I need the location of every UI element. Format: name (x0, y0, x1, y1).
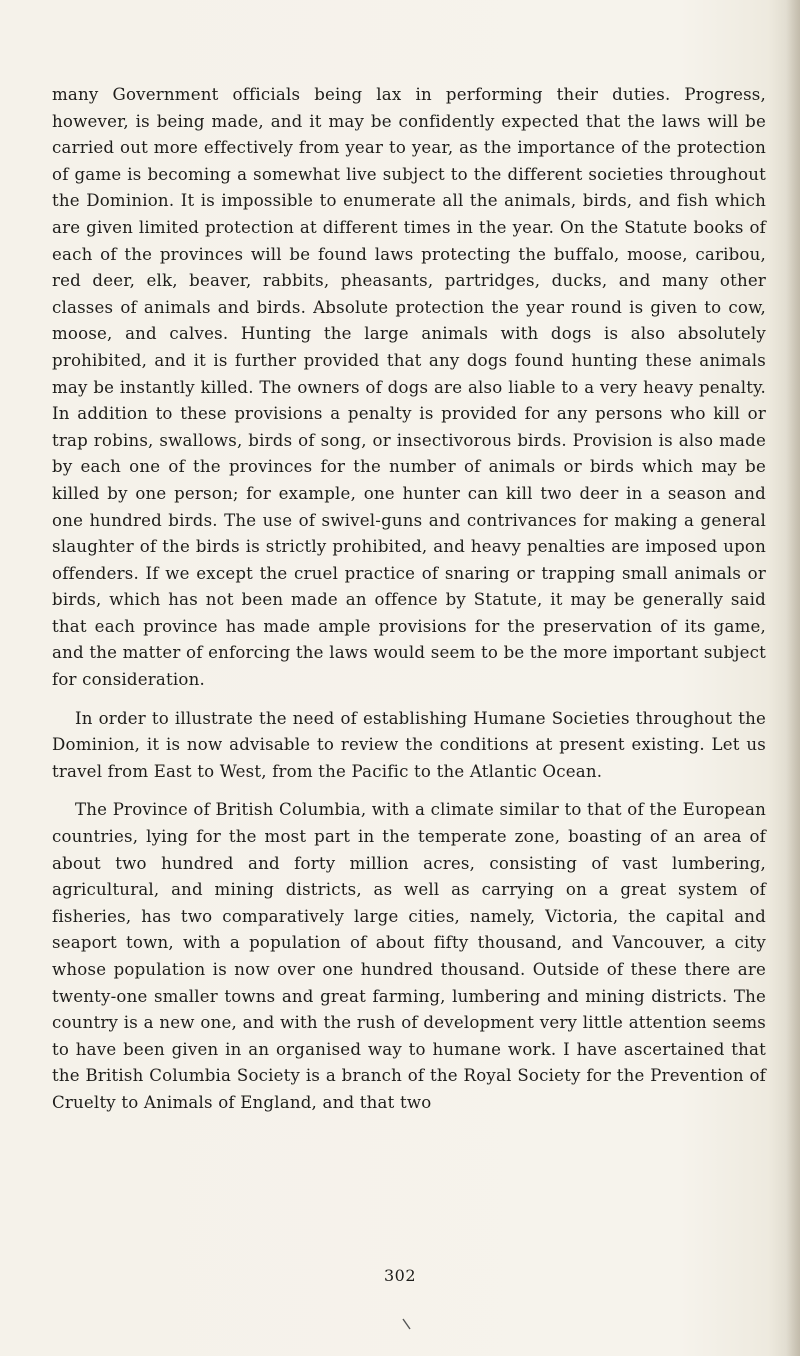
paragraph-game-protection: many Government officials being lax in performing their duties. Progress, however, is being made, and it may be confidently expected that the laws will be carried out more effectively from year to year, as the importance of the protection of game is becoming a somewhat live subject to the different societies throughout the Dominion. It is impossible to enumerate all the animals, birds, and fish which are given limited protection at different times in the year. On the Statute books of each of the provinces will be found laws protecting the buffalo, moose, caribou, red deer, elk, beaver, rabbits, pheasants, partridges, ducks, and many other classes of animals and birds. Absolute protection the year round is given to cow, moose, and calves. Hunting the large animals with dogs is also absolutely prohibited, and it is further provided that any dogs found hunting these animals may be instantly killed. The owners of dogs are also liable to a very heavy penalty. In addition to these provisions a penalty is provided for any persons who kill or trap robins, swallows, birds of song, or insectivorous birds. Provision is also made by each one of the provinces for the number of animals or birds which may be killed by one person; for example, one hunter can kill two deer in a season and one hundred birds. The use of swivel-guns and contrivances for making a general slaughter of the birds is strictly prohibited, and heavy penalties are imposed upon offenders. If we except the cruel practice of snaring or trapping small animals or birds, which has not been made an offence by Statute, it may be generally said that each province has made ample provisions for the preservation of its game, and the matter of enforcing the laws would seem to be the more important subject for consideration. (52, 85, 766, 690)
stray-pen-mark (402, 1318, 412, 1332)
page-edge-shadow (786, 0, 800, 1356)
page-number: 302 (383, 1266, 417, 1285)
paragraph-british-columbia: The Province of British Columbia, with a climate similar to that of the European countries, lying for the most part in the temperate zone, boasting of an area of about two hundred and forty million acres, consisting of vast lumbering, agricultural, and mining districts, as well as carrying on a great system of fisheries, has two comparatively large cities, namely, Victoria, the capital and seaport town, with a population of about fifty thousand, and Vancouver, a city whose population is now over one hundred thousand. Outside of these there are twenty-one smaller towns and great farming, lumbering and mining districts. The country is a new one, and with the rush of development very little attention seems to have been given in an organised way to humane work. I have ascertained that the British Columbia Society is a branch of the Royal Society for the Prevention of Cruelty to Animals of England, and that two (52, 800, 766, 1112)
paragraph-humane-societies: In order to illustrate the need of establishing Humane Societies throughout the Dominion, it is now advisable to review the conditions at present existing. Let us travel from East to West, from the Pacific to the Atlantic Ocean. (52, 708, 766, 781)
body-text (52, 82, 766, 1117)
